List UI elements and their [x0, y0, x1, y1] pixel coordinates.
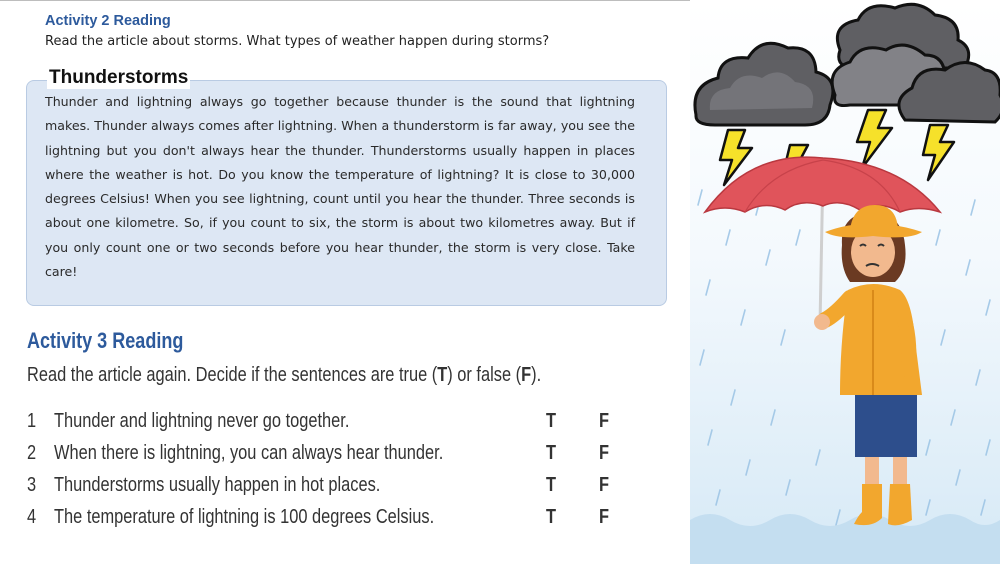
- instruction-true-letter: T: [437, 364, 448, 386]
- article-body: Thunder and lightning always go together because thunder is the sound that lightning makes. Thunder always comes after lightning. When a thunderstorm is far away, you see the lightning but you don't always hear the thunder. Thunderstorms usually happen in places where the weather is hot. Do you know the temperature of lightning? It is close to 30,000 degrees Celsius! When you see lightning, count until you hear the thunder. Three seconds is about one kilometre. So, if you count to six, the storm is about two kilometres away. But if you only count one or two seconds before you hear thunder, the storm is very close. Take care!: [45, 94, 635, 280]
- question-number: 3: [27, 474, 37, 496]
- activity-3-title: Activity 3 Reading: [27, 328, 184, 353]
- false-option[interactable]: F: [599, 506, 610, 528]
- false-option[interactable]: F: [599, 442, 610, 464]
- question-number: 1: [27, 410, 37, 432]
- question-text: The temperature of lightning is 100 degrees Celsius.: [54, 506, 435, 528]
- activity-2-instruction: Read the article about storms. What types of weather happen during storms?: [45, 34, 550, 49]
- true-option[interactable]: T: [546, 474, 557, 496]
- true-option[interactable]: T: [546, 410, 557, 432]
- true-option[interactable]: T: [546, 506, 557, 528]
- article-title: Thunderstorms: [49, 67, 189, 88]
- question-number: 2: [27, 442, 37, 464]
- instruction-false-letter: F: [521, 364, 532, 386]
- question-row: [27, 442, 647, 472]
- question-row: [27, 410, 647, 440]
- instruction-text-1: Read the article again. Decide if the sentences are true (: [27, 364, 438, 386]
- activity-2-title: Activity 2 Reading: [45, 13, 171, 29]
- instruction-text-2: ) or false (: [447, 364, 522, 386]
- instruction-text-3: ).: [531, 364, 542, 386]
- true-option[interactable]: T: [546, 442, 557, 464]
- question-number: 4: [27, 506, 37, 528]
- false-option[interactable]: F: [599, 410, 610, 432]
- false-option[interactable]: F: [599, 474, 610, 496]
- question-text: When there is lightning, you can always hear thunder.: [54, 442, 444, 464]
- question-text: Thunderstorms usually happen in hot places.: [54, 474, 381, 496]
- question-row: [27, 506, 647, 536]
- storm-girl-umbrella-illustration: [690, 0, 1000, 564]
- question-text: Thunder and lightning never go together.: [54, 410, 350, 432]
- question-row: [27, 474, 647, 504]
- activity-3-instruction: [27, 364, 541, 387]
